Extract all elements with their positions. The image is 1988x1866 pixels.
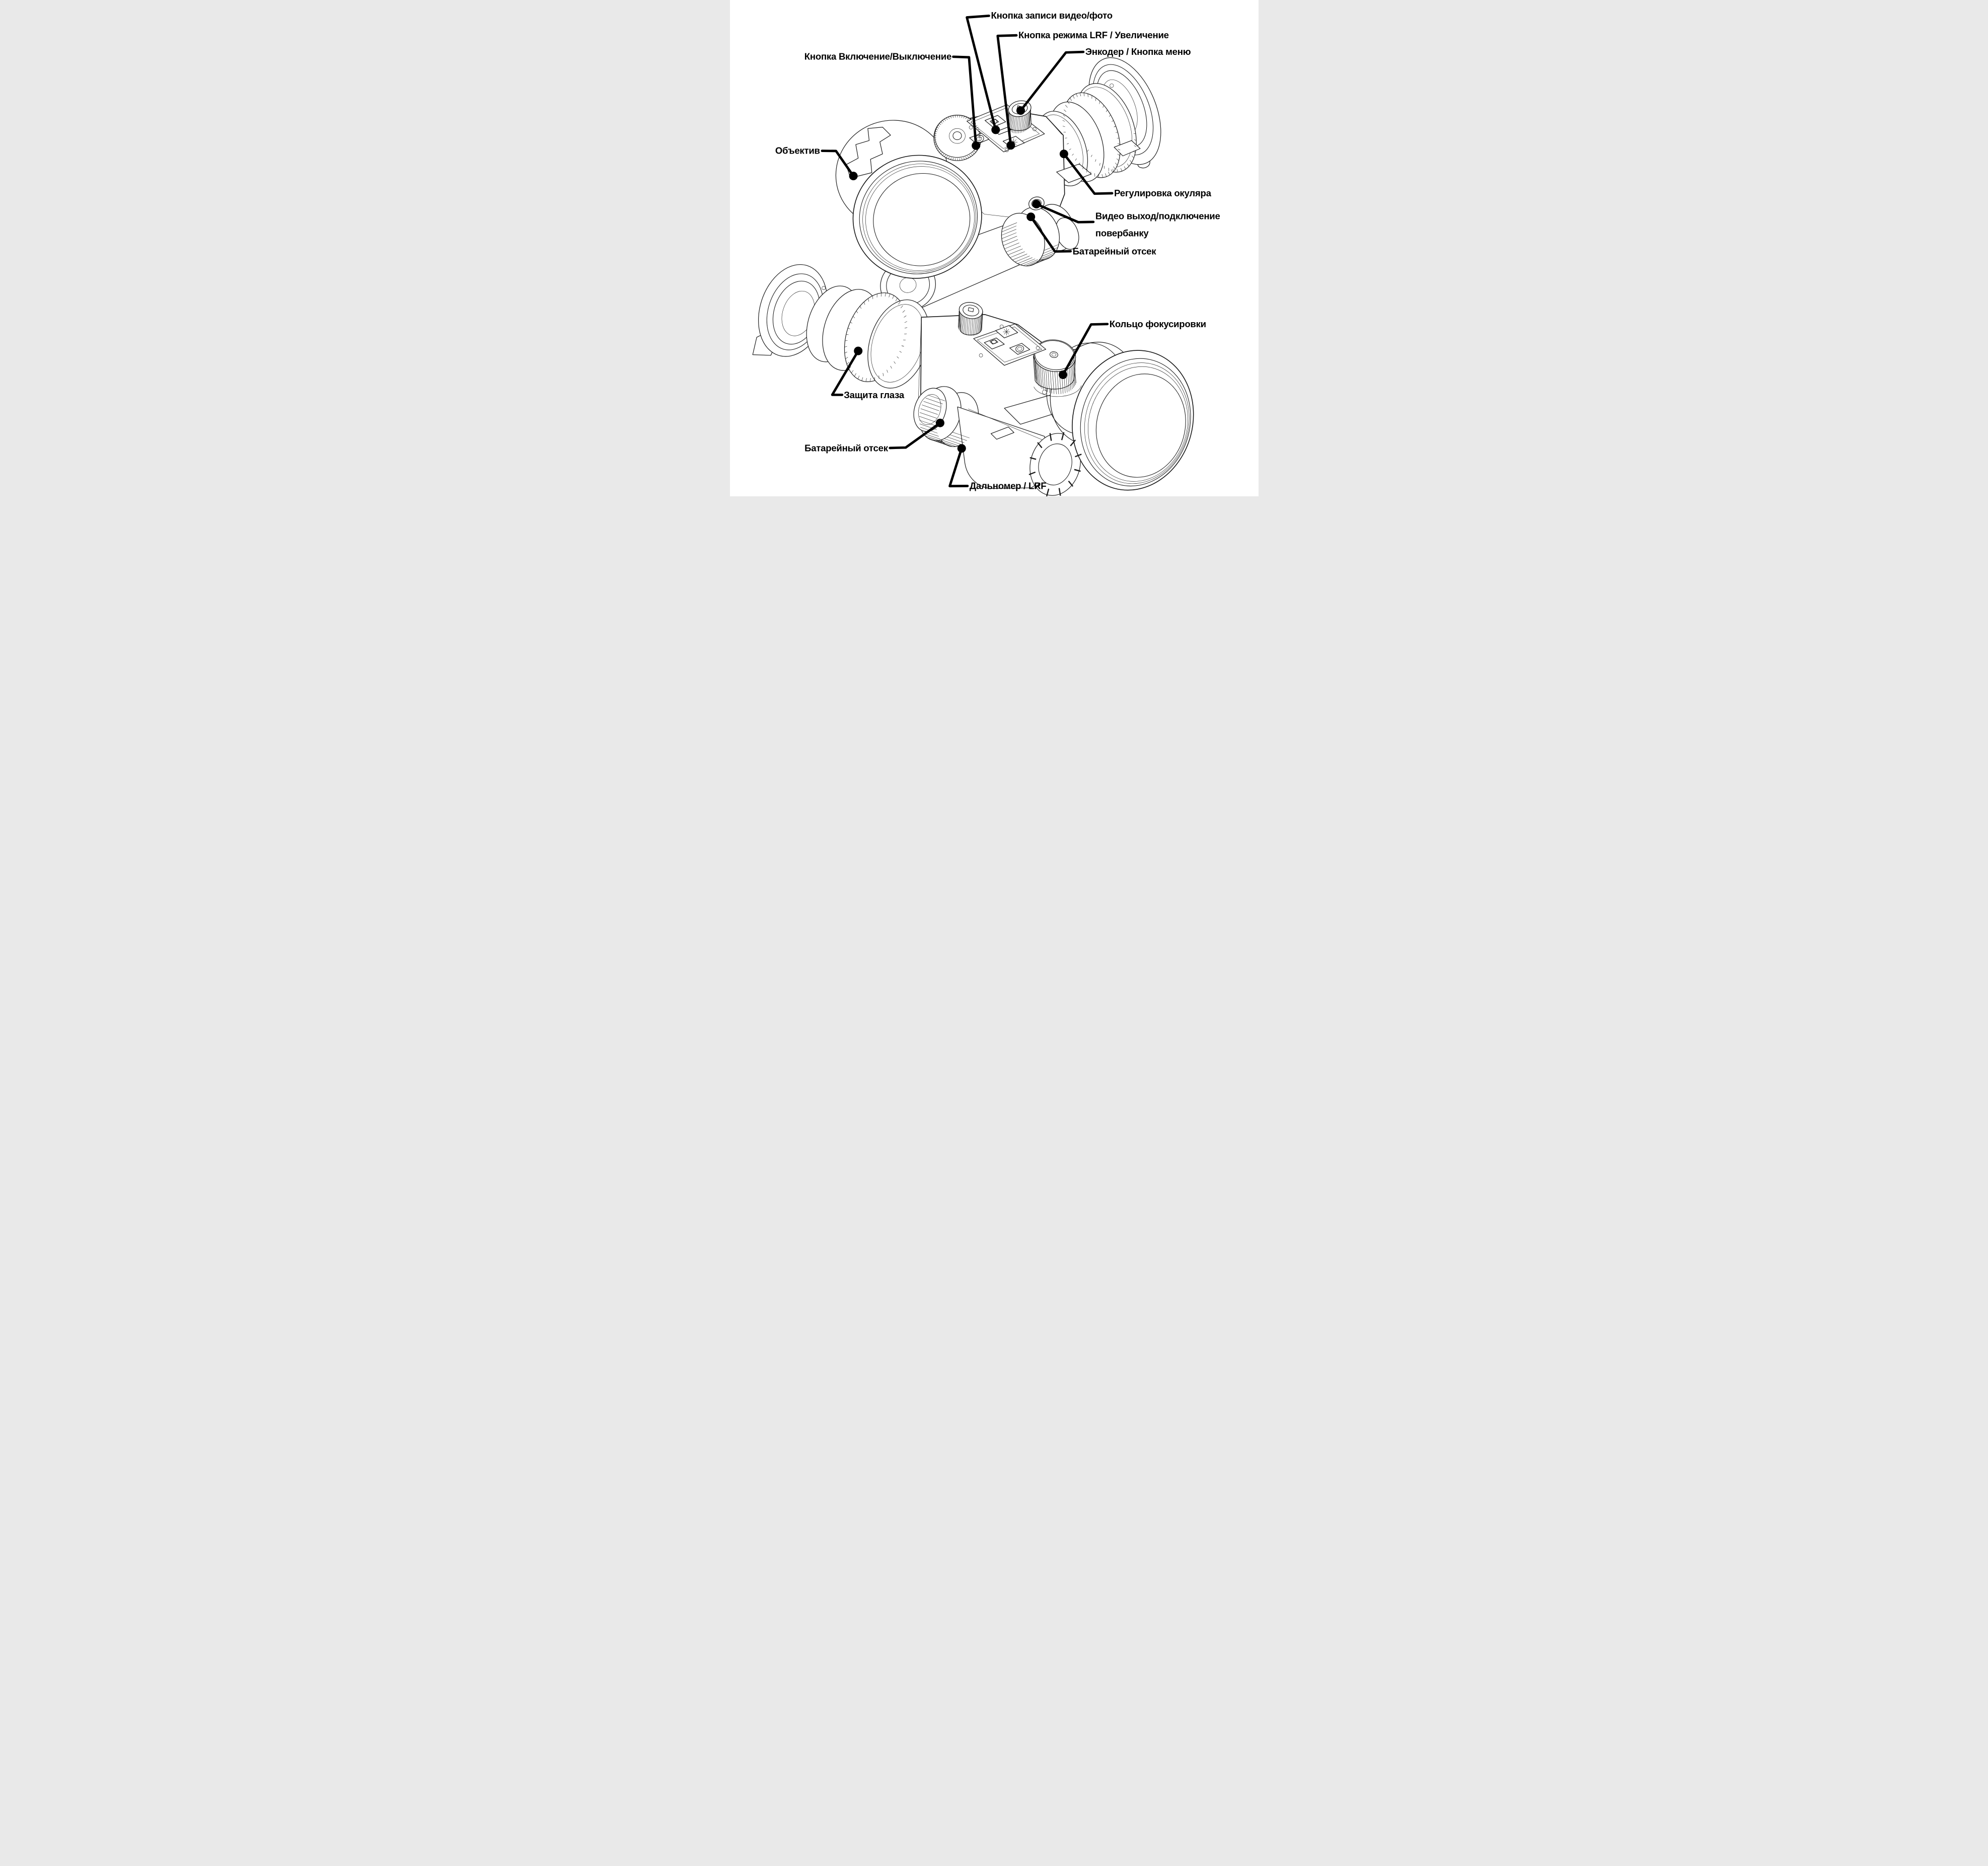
leader-dot xyxy=(957,444,966,453)
callout-label: Видео выход/подключение повербанку xyxy=(1095,210,1220,239)
diagram-page xyxy=(730,0,1259,496)
callout-label: Кнопка режима LRF / Увеличение xyxy=(1018,30,1169,41)
callout-label: Батарейный отсек xyxy=(1072,246,1156,257)
leader-dot xyxy=(1059,150,1068,158)
callout-label: Энкодер / Кнопка меню xyxy=(1085,46,1191,57)
callout-label: Батарейный отсек xyxy=(804,442,888,454)
callout-label: Кнопка записи видео/фото xyxy=(990,10,1113,21)
leader-dot xyxy=(854,347,862,355)
scope-bottom-view-drawing xyxy=(747,256,1209,496)
callout-label: Кольцо фокусировки xyxy=(1109,318,1206,329)
callout-label: Кнопка Включение/Выключение xyxy=(804,51,951,62)
leader-dot xyxy=(849,172,857,180)
callout-label: Регулировка окуляра xyxy=(1114,187,1211,198)
scope-top-view-drawing xyxy=(824,47,1175,317)
leader-dot xyxy=(1026,212,1035,221)
leader-dot xyxy=(935,419,944,427)
callout-label: Защита глаза xyxy=(843,389,904,400)
leader-dot xyxy=(1032,200,1041,208)
leader-dot xyxy=(1006,141,1015,150)
leader-dot xyxy=(1016,106,1025,115)
device-diagram xyxy=(730,0,1259,496)
leader-dot xyxy=(1059,370,1067,379)
leader-dot xyxy=(972,141,980,150)
leader-dot xyxy=(991,125,1000,134)
callout-label: Дальномер / LRF xyxy=(969,480,1046,491)
callout-label: Объектив xyxy=(775,145,820,156)
